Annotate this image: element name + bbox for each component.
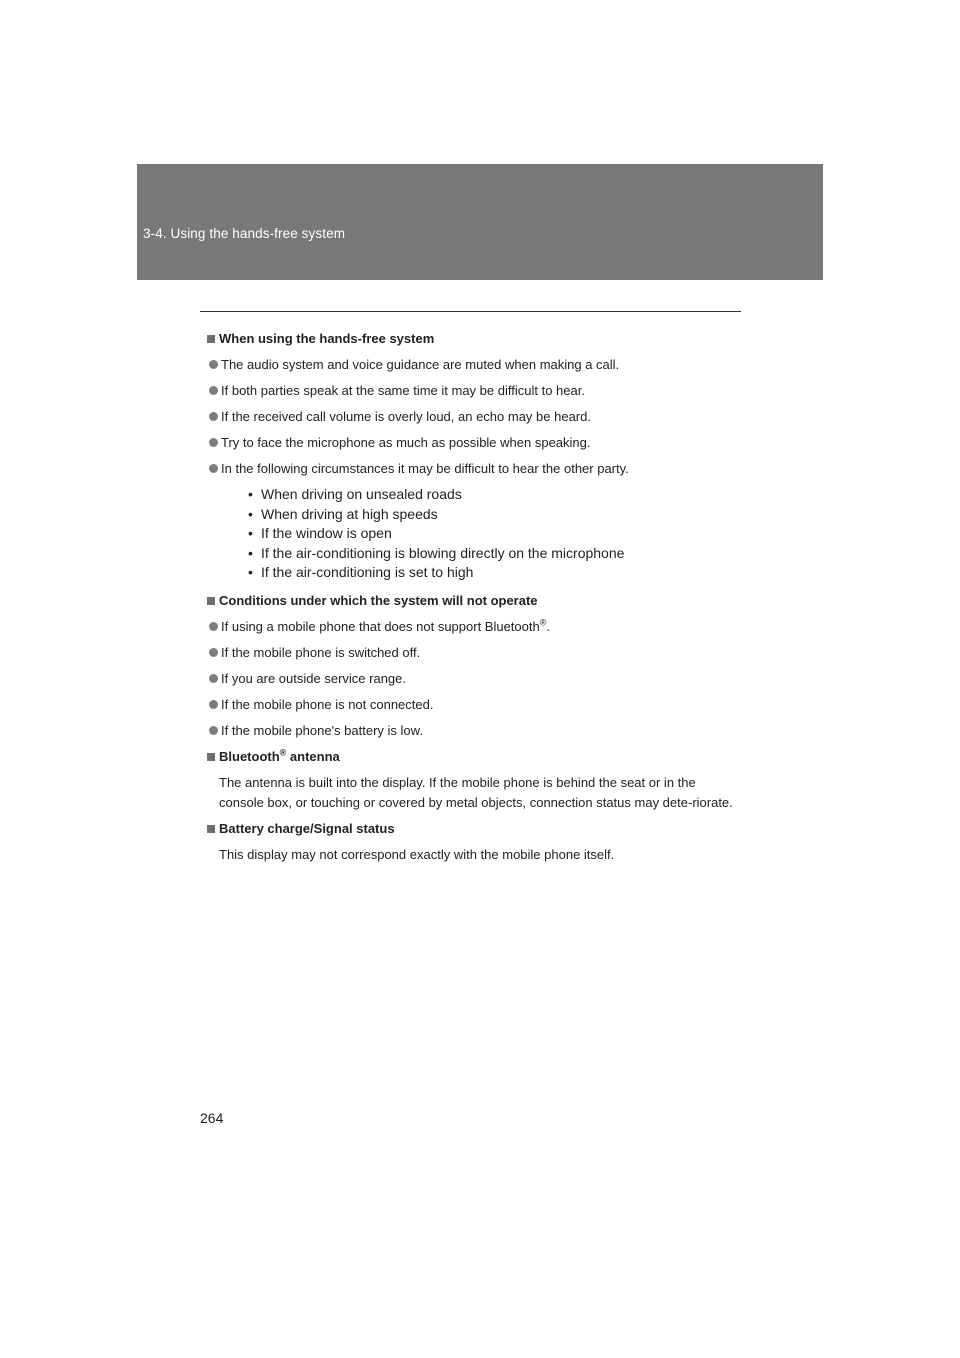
list-item: • If the air-conditioning is set to high bbox=[248, 564, 474, 580]
circle-bullet-icon bbox=[209, 700, 218, 709]
section-title: 3-4. Using the hands-free system bbox=[143, 226, 346, 241]
antenna-paragraph: The antenna is built into the display. If the mobile phone is behind the seat or in the console box, or touching or covered by metal objects, connection status may dete-riorate. bbox=[219, 774, 733, 810]
square-bullet-icon bbox=[207, 335, 215, 343]
circle-bullet-icon bbox=[209, 464, 218, 473]
square-bullet-icon bbox=[207, 753, 215, 761]
heading-hands-free-use: When using the hands-free system bbox=[207, 330, 747, 347]
list-item: If you are outside service range. bbox=[209, 670, 747, 687]
list-item: If the mobile phone is switched off. bbox=[209, 644, 747, 661]
circle-bullet-icon bbox=[209, 622, 218, 631]
circle-bullet-icon bbox=[209, 412, 218, 421]
battery-paragraph: This display may not correspond exactly with the mobile phone itself. bbox=[219, 846, 615, 862]
header-band bbox=[137, 164, 823, 280]
list-item: • If the air-conditioning is blowing directly on the microphone bbox=[248, 544, 625, 561]
list-item: In the following circumstances it may be difficult to hear the other party. bbox=[209, 460, 747, 477]
list-item: If the mobile phone's battery is low. bbox=[209, 722, 747, 739]
circle-bullet-icon bbox=[209, 386, 218, 395]
square-bullet-icon bbox=[207, 825, 215, 833]
circle-bullet-icon bbox=[209, 648, 218, 657]
list-item: If using a mobile phone that does not support Bluetooth®. bbox=[209, 618, 747, 635]
circle-bullet-icon bbox=[209, 726, 218, 735]
page-number: 264 bbox=[200, 1110, 224, 1126]
list-item: • When driving on unsealed roads bbox=[248, 486, 462, 502]
circumstance-list bbox=[248, 485, 747, 583]
list-item: If the mobile phone is not connected. bbox=[209, 696, 747, 713]
list-item: • When driving at high speeds bbox=[248, 505, 438, 522]
circle-bullet-icon bbox=[209, 438, 218, 447]
list-item: If both parties speak at the same time it may be difficult to hear. bbox=[209, 382, 747, 399]
heading-battery-signal: Battery charge/Signal status bbox=[207, 820, 747, 837]
circle-bullet-icon bbox=[209, 674, 218, 683]
registered-mark: ® bbox=[539, 617, 547, 628]
registered-mark: ® bbox=[279, 747, 287, 758]
divider-rule bbox=[200, 311, 741, 312]
content bbox=[207, 330, 747, 865]
square-bullet-icon bbox=[207, 597, 215, 605]
heading-conditions: Conditions under which the system will not operate bbox=[207, 592, 747, 609]
circle-bullet-icon bbox=[209, 360, 218, 369]
list-item: • If the window is open bbox=[248, 525, 392, 541]
list-item: The audio system and voice guidance are muted when making a call. bbox=[209, 356, 747, 373]
list-item: Try to face the microphone as much as possible when speaking. bbox=[209, 434, 747, 451]
heading-bluetooth-antenna: Bluetooth® antenna bbox=[207, 748, 747, 765]
list-item: If the received call volume is overly loud, an echo may be heard. bbox=[209, 408, 747, 425]
